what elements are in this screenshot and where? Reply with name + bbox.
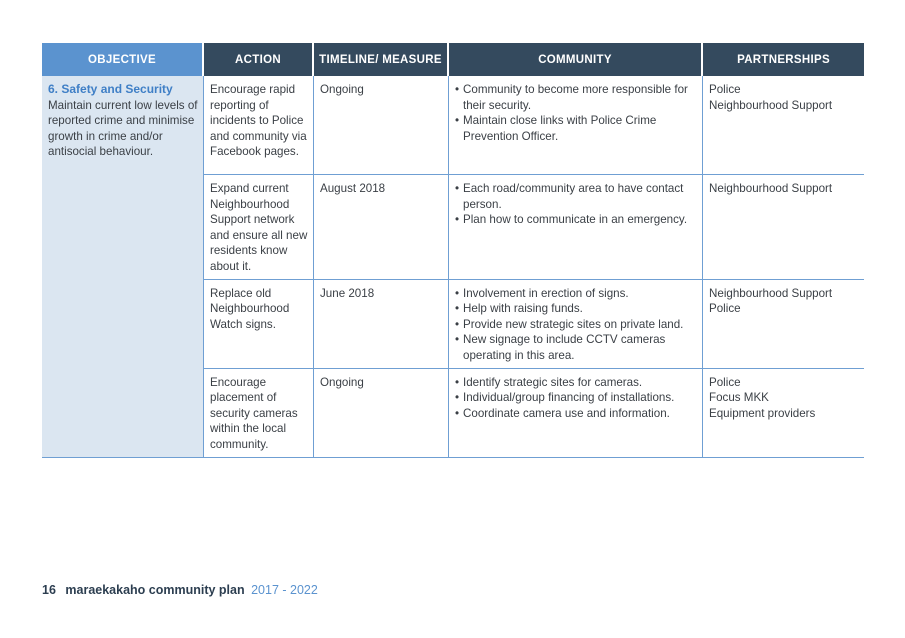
- header-community: COMMUNITY: [449, 43, 703, 76]
- partner-item: Neighbourhood Support: [709, 98, 833, 112]
- partner-item: Equipment providers: [709, 406, 816, 420]
- timeline-cell: June 2018: [314, 280, 449, 369]
- partnerships-cell: [703, 76, 864, 175]
- community-bullet: • Provide new strategic sites on private land.: [455, 317, 697, 333]
- objective-cell: [42, 76, 204, 458]
- action-cell: Replace old Neighbourhood Watch signs.: [204, 280, 314, 369]
- partner-item: Neighbourhood Support: [709, 286, 833, 300]
- header-objective: OBJECTIVE: [42, 43, 204, 76]
- header-partnerships: PARTNERSHIPS: [703, 43, 864, 76]
- community-plan-table: [42, 43, 864, 458]
- community-bullet: • Help with raising funds.: [455, 301, 697, 317]
- page-number: 16: [42, 583, 56, 597]
- partner-item: Police: [709, 302, 741, 316]
- community-bullet: • Community to become more responsible for their security.: [455, 82, 697, 113]
- community-bullet: • Each road/community area to have contact person.: [455, 181, 697, 212]
- timeline-cell: August 2018: [314, 175, 449, 280]
- action-cell: Encourage placement of security cameras within the local community.: [204, 369, 314, 458]
- partnerships-cell: [703, 280, 864, 369]
- header-timeline: TIMELINE/ MEASURE: [314, 43, 449, 76]
- header-action: ACTION: [204, 43, 314, 76]
- community-bullet: • Maintain close links with Police Crime Prevention Officer.: [455, 113, 697, 144]
- partner-item: Neighbourhood Support: [709, 182, 833, 195]
- action-cell: Encourage rapid reporting of incidents to Police and community via Facebook pages.: [204, 76, 314, 175]
- action-cell: Expand current Neighbourhood Support network and ensure all new residents know about it.: [204, 175, 314, 280]
- community-cell: [449, 280, 703, 369]
- timeline-cell: Ongoing: [314, 76, 449, 175]
- community-bullet: • Identify strategic sites for cameras.: [455, 375, 697, 391]
- partnerships-cell: [703, 175, 864, 280]
- community-bullet: • Involvement in erection of signs.: [455, 286, 697, 302]
- community-bullet: • Coordinate camera use and information.: [455, 406, 697, 422]
- community-bullet: • Plan how to communicate in an emergency.: [455, 212, 697, 228]
- community-cell: [449, 369, 703, 458]
- community-cell: [449, 76, 703, 175]
- plan-name: maraekakaho community plan: [65, 583, 245, 597]
- community-bullet: • Individual/group financing of installations.: [455, 390, 697, 406]
- objective-title: 6. Safety and Security: [48, 82, 173, 96]
- objective-description: Maintain current low levels of reported crime and minimise growth in crime and/or antisocial behaviour.: [48, 98, 198, 159]
- community-bullet: • New signage to include CCTV cameras operating in this area.: [455, 332, 697, 363]
- partner-item: Police: [709, 375, 741, 389]
- partner-item: Focus MKK: [709, 391, 769, 405]
- table-header-row: [42, 43, 864, 76]
- page-footer: [42, 583, 318, 597]
- table-row: [42, 76, 864, 175]
- community-cell: [449, 175, 703, 280]
- partner-item: Police: [709, 83, 741, 96]
- plan-years: 2017 - 2022: [251, 583, 318, 597]
- partnerships-cell: [703, 369, 864, 458]
- timeline-cell: Ongoing: [314, 369, 449, 458]
